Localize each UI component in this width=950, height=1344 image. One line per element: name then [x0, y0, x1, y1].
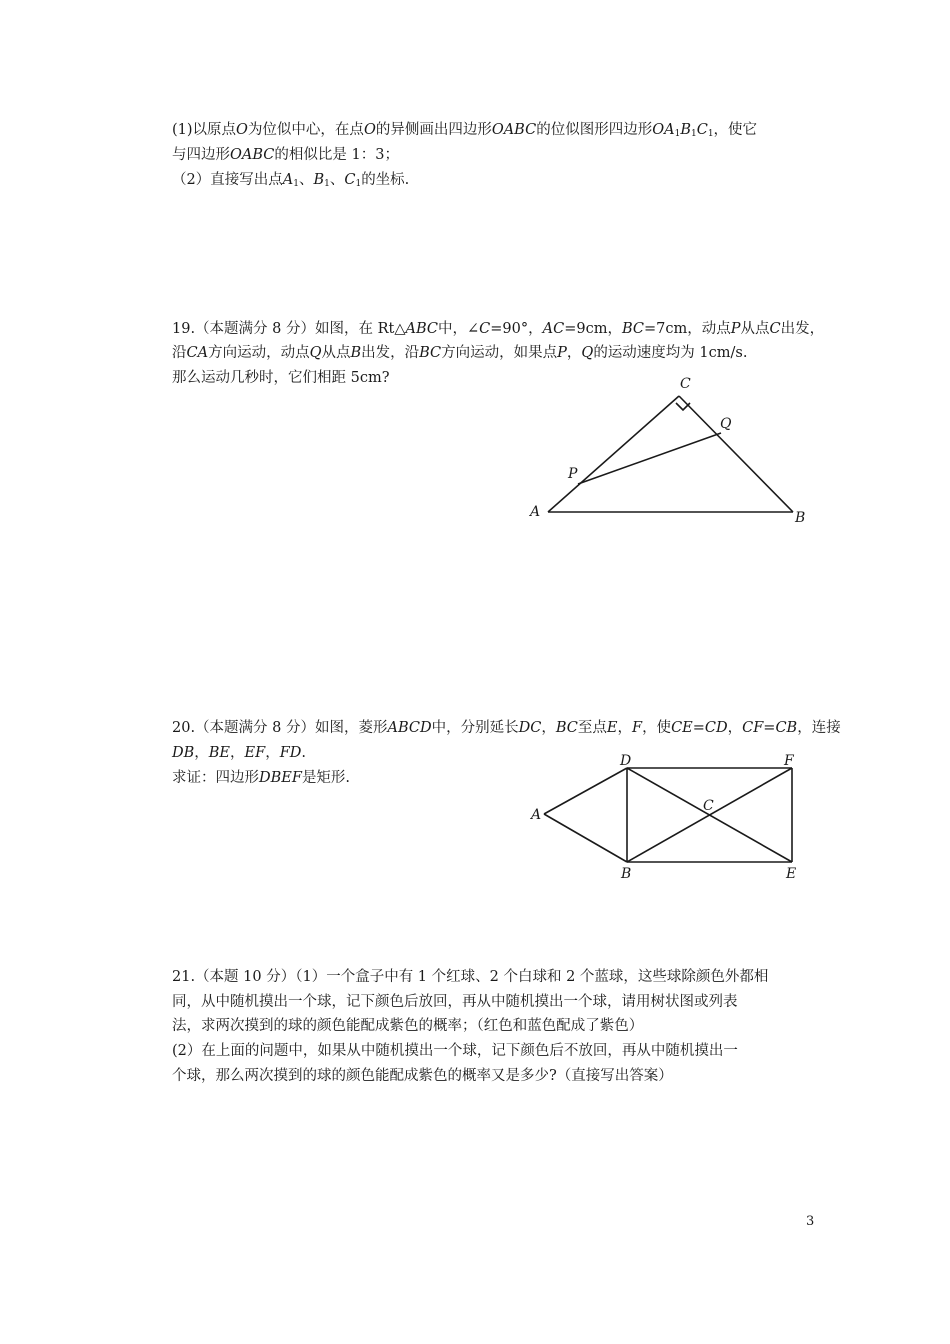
- q19-line-2: 沿CA方向运动，动点Q从点B出发，沿BC方向运动，如果点P，Q的运动速度均为 1cm/s.: [172, 345, 748, 361]
- label-e: E: [786, 866, 797, 882]
- q21-line-3: 法，求两次摸到的球的颜色能配成紫色的概率；（红色和蓝色配成了紫色）: [172, 1018, 644, 1034]
- label-c: C: [680, 376, 691, 392]
- q20-line-1: 20.（本题满分 8 分）如图，菱形ABCD中，分别延长DC，BC至点E，F，使CE=CD，CF=CB，连接: [172, 720, 841, 736]
- label-c: C: [703, 798, 714, 814]
- q21-line-5: 个球，那么两次摸到的球的颜色能配成紫色的概率又是多少?（直接写出答案）: [172, 1068, 673, 1084]
- q20-line-2: DB，BE，EF，FD.: [172, 745, 306, 761]
- segment-ab: [544, 814, 627, 862]
- label-b: B: [621, 866, 632, 882]
- q21-line-4: (2）在上面的问题中，如果从中随机摸出一个球，记下颜色后不放回，再从中随机摸出一: [172, 1043, 738, 1059]
- q18-line-1: (1)以原点O为位似中心，在点O的异侧画出四边形OABC的位似图形四边形$OA_1B_1C_1$，使它: [172, 122, 758, 139]
- label-a: A: [531, 807, 542, 823]
- label-a: A: [530, 504, 541, 520]
- label-q: Q: [720, 416, 732, 432]
- label-p: P: [568, 466, 578, 482]
- label-b: B: [795, 510, 806, 526]
- q21-line-1: 21.（本题 10 分）（1）一个盒子中有 1 个红球、2 个白球和 2 个蓝球，这些球除颜色外都相: [172, 969, 769, 985]
- segment-ad: [544, 768, 627, 814]
- q18-line-2: 与四边形OABC的相似比是 1：3；: [172, 147, 399, 163]
- q21-line-2: 同，从中随机摸出一个球，记下颜色后放回，再从中随机摸出一个球，请用树状图或列表: [172, 994, 738, 1010]
- q19-line-3: 那么运动几秒时，它们相距 5cm?: [172, 370, 390, 386]
- q19-line-1: 19.（本题满分 8 分）如图，在 Rt△ABC中，∠C=90°，AC=9cm，BC=7cm，动点P从点C出发，: [172, 321, 825, 337]
- q18-line-3: （2）直接写出点$A_1$、$B_1$、$C_1$的坐标.: [172, 172, 410, 189]
- q20-line-3: 求证：四边形DBEF是矩形.: [172, 770, 351, 786]
- label-d: D: [620, 753, 632, 769]
- label-f: F: [784, 753, 794, 769]
- page-number: 3: [806, 1214, 815, 1229]
